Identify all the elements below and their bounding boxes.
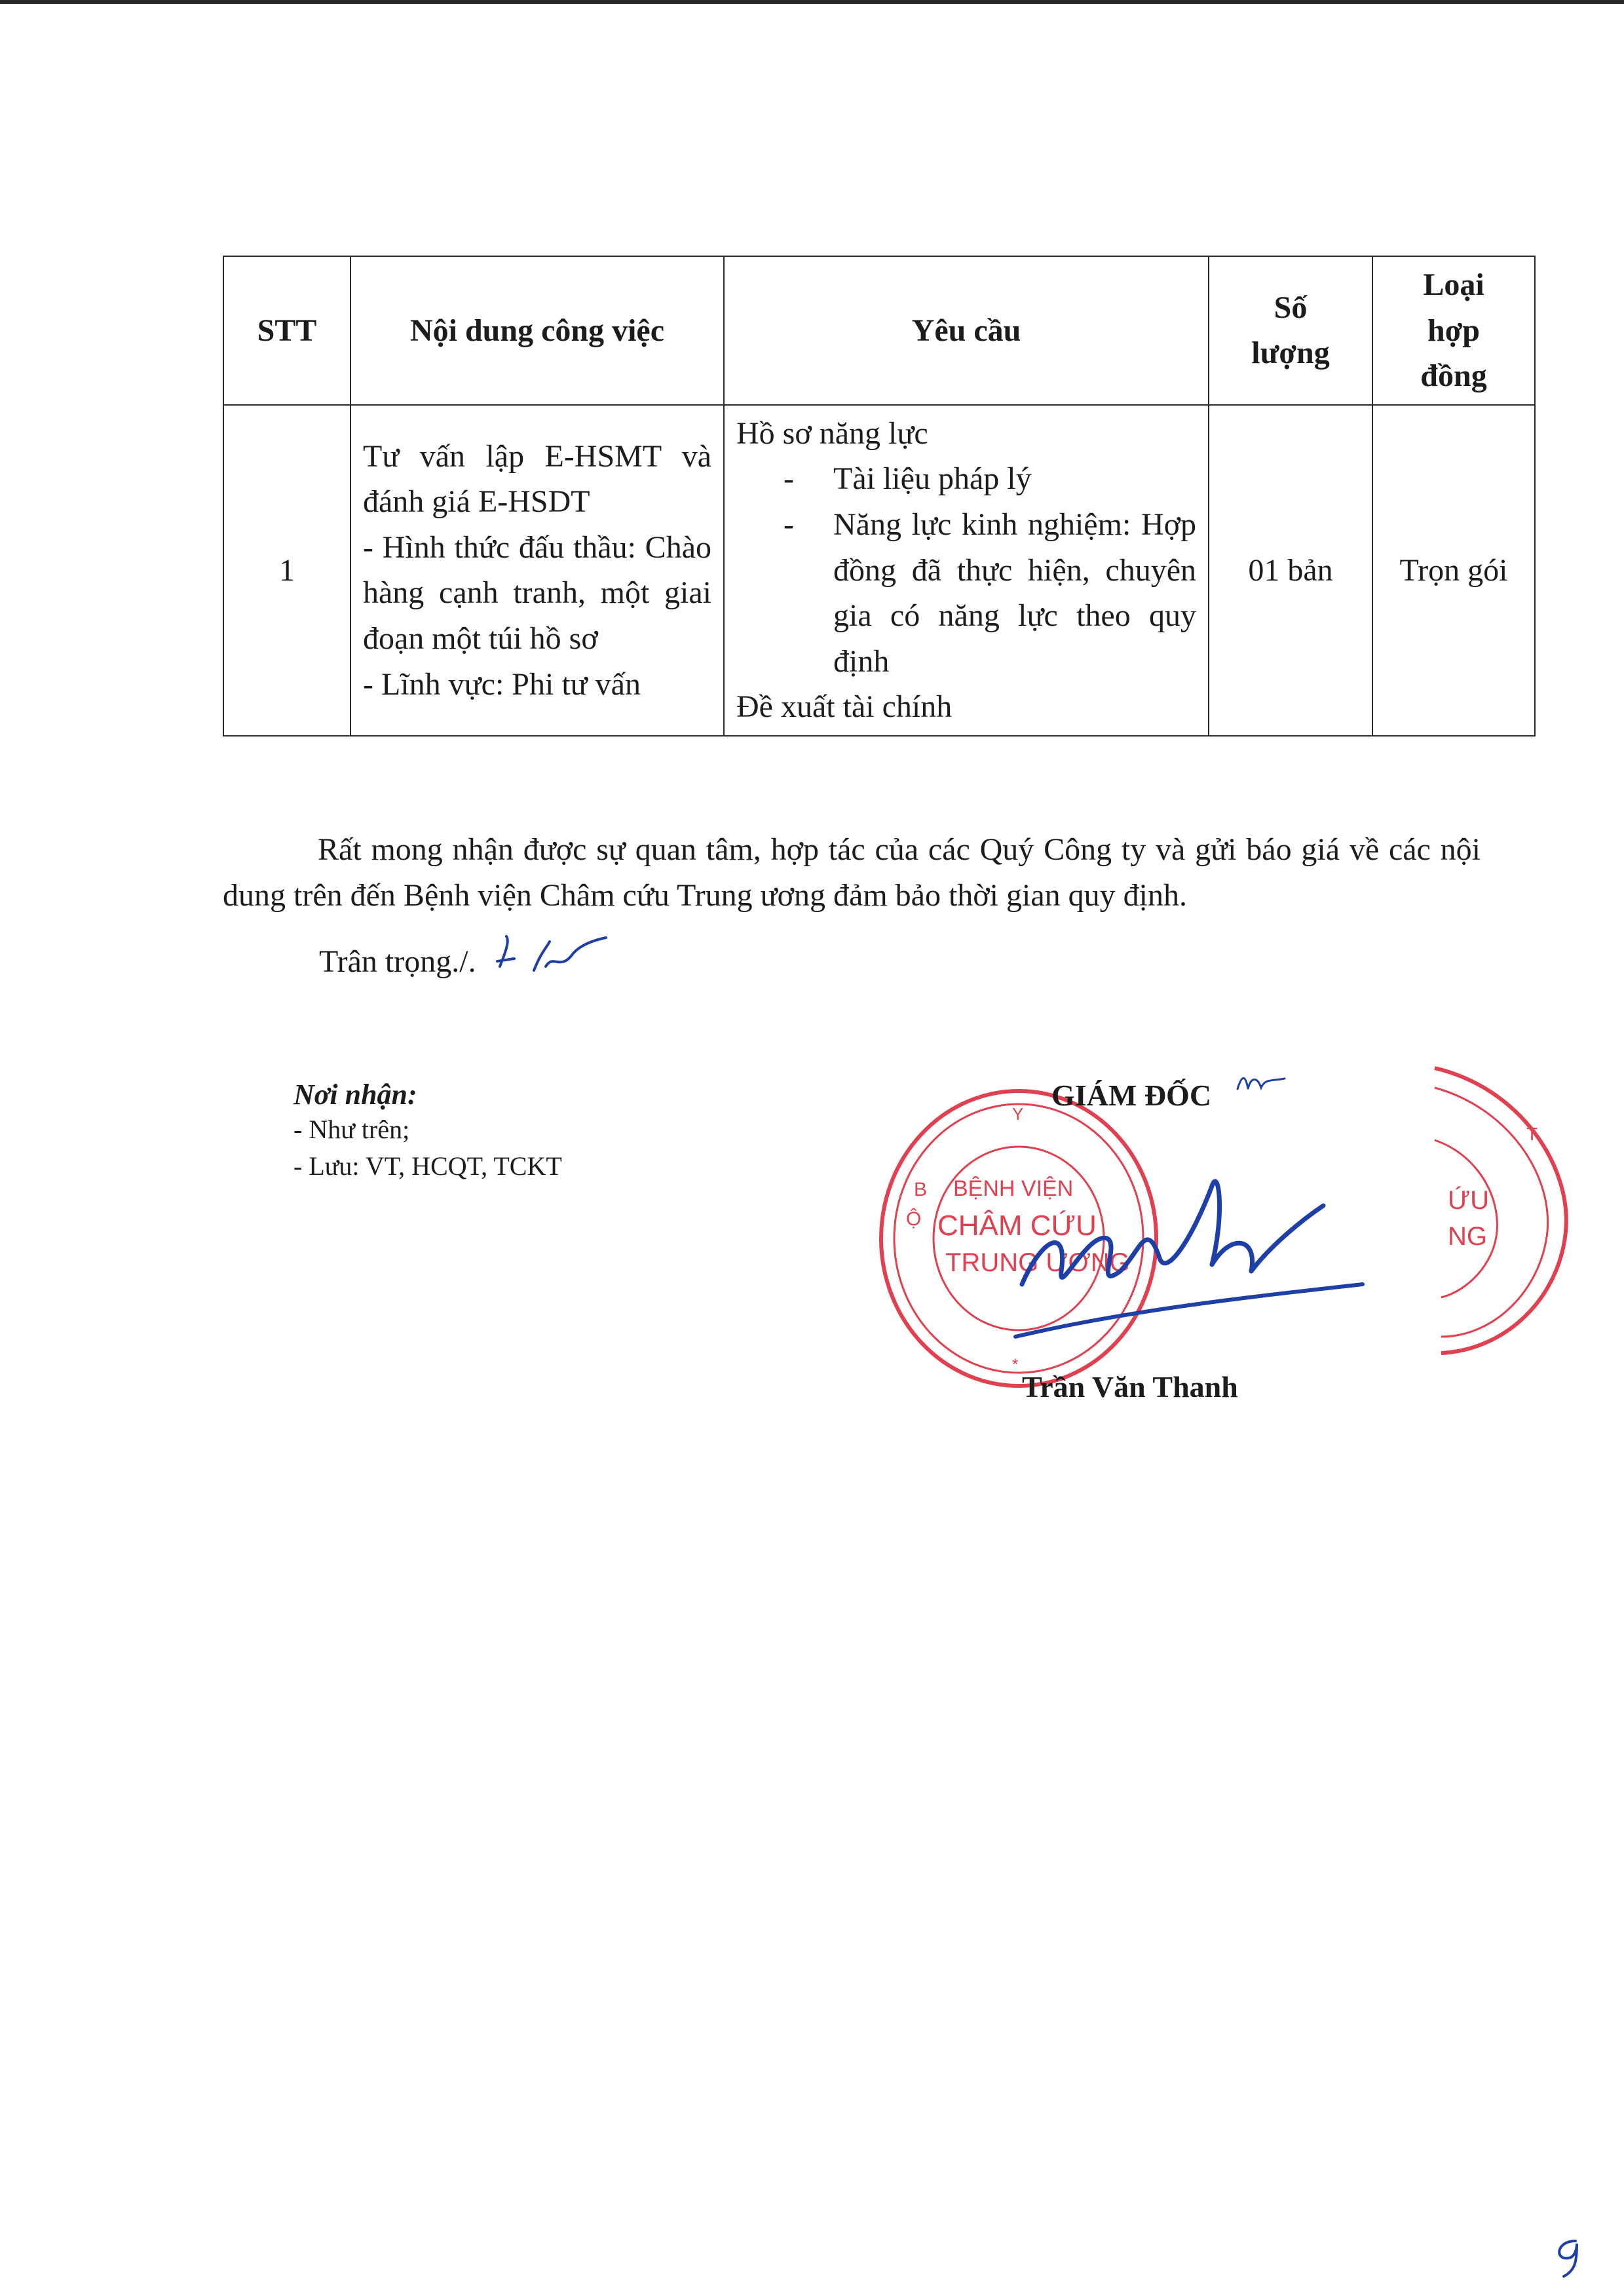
cell-task [350,405,724,736]
handwritten-initial-mark [1235,1069,1287,1096]
requirement-list [736,456,1196,684]
closing-text: Trân trọng./. [319,944,476,979]
recipient-item: - Lưu: VT, HCQT, TCKT [293,1151,562,1181]
seal-outer-letter: B [914,1179,928,1200]
work-table [223,256,1536,737]
recipient-item: - Như trên; [293,1115,410,1144]
recipients-title: Nơi nhận: [293,1079,417,1111]
seal-line2: CHÂM CỨU [937,1210,1097,1242]
header-contract-type [1372,256,1535,405]
header-stt: STT [223,256,350,405]
handwritten-signature [996,1160,1389,1356]
header-quantity-line2: lượng [1251,335,1330,371]
table-row [223,405,1535,736]
signature-title: GIÁM ĐỐC [1051,1079,1212,1112]
handwritten-page-mark [1549,2234,1589,2280]
recipients-block [293,1078,562,1185]
signer-name: Trần Văn Thanh [1022,1370,1238,1404]
seal-side-outer-letter: T [1526,1124,1538,1144]
seal-outer-letter: Ộ [906,1208,922,1230]
requirement-footer: Đề xuất tài chính [736,689,953,725]
body-paragraph: Rất mong nhận được sự quan tâm, hợp tác của các Quý Công ty và gửi báo giá về các nội dung trên đến Bệnh viện Châm cứu Trung ương đảm bảo thời gian quy định. [223,832,1481,913]
cell-contract-type: Trọn gói [1372,405,1535,736]
red-seal-partial [1428,1062,1572,1356]
header-task: Nội dung công việc [350,256,724,405]
seal-star: * [1012,1356,1019,1373]
header-requirement: Yêu cầu [724,256,1209,405]
task-line: Tư vấn lập E-HSMT và đánh giá E-HSDT [363,438,711,520]
cell-quantity: 01 bản [1209,405,1372,736]
seal-line3: TRUNG ƯƠNG [945,1248,1130,1277]
table-header-row [223,256,1535,405]
requirement-heading: Hồ sơ năng lực [736,415,928,451]
seal-side-line1: ỨU [1448,1186,1490,1215]
handwritten-initial-mark [495,934,613,986]
task-line: - Hình thức đấu thầu: Chào hàng cạnh tranh, một giai đoạn một túi hồ sơ [363,529,711,656]
header-contract-type-line2: hợp [1427,313,1480,348]
requirement-item: - Tài liệu pháp lý [736,456,1196,502]
header-contract-type-line3: đồng [1420,358,1487,394]
seal-outer-letter: Y [1012,1104,1024,1124]
header-quantity [1209,256,1372,405]
requirement-item: - Năng lực kinh nghiệm: Hợp đồng đã thực hiện, chuyên gia có năng lực theo quy định [736,502,1196,684]
cell-requirement [724,405,1209,736]
scan-edge-line [0,0,1624,4]
header-contract-type-line1: Loại [1423,267,1484,302]
header-quantity-line1: Số [1274,290,1308,325]
task-line: - Lĩnh vực: Phi tư vấn [363,666,641,702]
seal-line1: BỆNH VIỆN [953,1176,1074,1201]
cell-stt: 1 [223,405,350,736]
seal-side-line2: NG [1448,1222,1487,1251]
